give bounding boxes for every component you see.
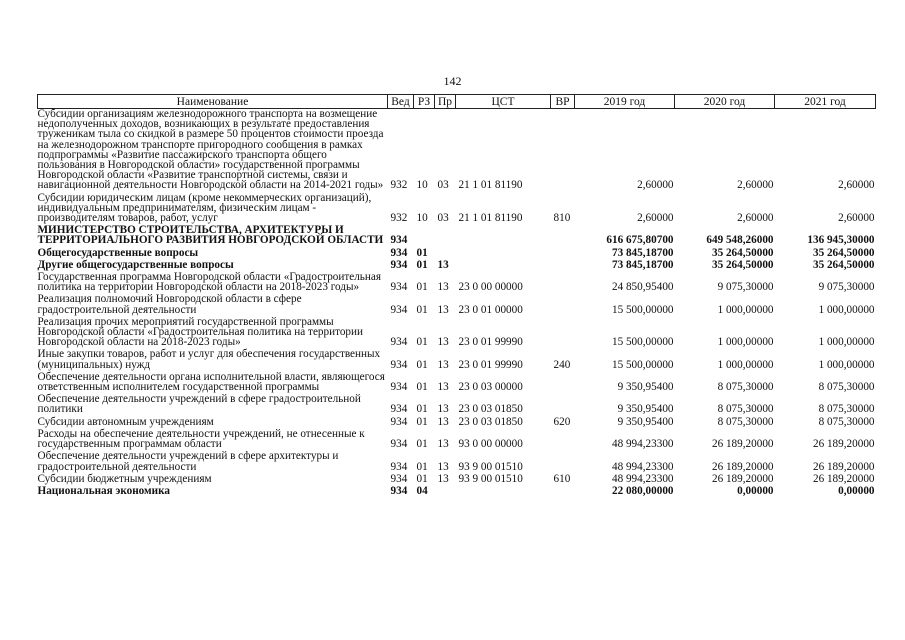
cell-2020: 2,60000 <box>737 212 774 225</box>
cell-rz <box>414 225 435 247</box>
cell-vr <box>551 394 575 416</box>
cell-pr: 13 <box>437 415 449 428</box>
cell-ved: 934 <box>390 381 408 394</box>
header-name: Наименование <box>38 95 388 109</box>
cell-cst: 23 0 03 00000 <box>458 381 523 394</box>
header-pr: Пр <box>435 95 456 109</box>
cell-2021: 26 189,20000 <box>812 460 875 473</box>
cell-pr <box>435 225 456 247</box>
cell-2019: 9 350,95400 <box>617 403 674 416</box>
cell-vr: 240 <box>553 358 571 371</box>
cell-2019: 73 845,18700 <box>611 246 674 259</box>
cell-ved: 934 <box>390 246 408 259</box>
cell-2019: 48 994,23300 <box>611 438 674 451</box>
cell-2020: 26 189,20000 <box>711 460 774 473</box>
table-header-row <box>38 95 876 109</box>
cell-cst: 23 0 01 00000 <box>458 303 523 316</box>
table-body <box>38 109 876 499</box>
cell-ved: 934 <box>390 234 408 247</box>
cell-pr: 13 <box>437 358 449 371</box>
cell-rz: 01 <box>416 358 428 371</box>
cell-2019: 616 675,80700 <box>606 234 674 247</box>
cell-pr: 13 <box>437 258 449 271</box>
cell-2019: 2,60000 <box>637 212 674 225</box>
cell-ved: 934 <box>390 358 408 371</box>
cell-vr <box>551 486 575 498</box>
cell-rz: 01 <box>416 460 428 473</box>
cell-rz: 10 <box>416 179 428 192</box>
cell-2019: 73 845,18700 <box>611 258 674 271</box>
table-row <box>38 372 876 394</box>
cell-cst <box>456 248 551 260</box>
cell-name: Национальная экономика <box>37 484 170 497</box>
cell-2021: 35 264,50000 <box>812 258 875 271</box>
cell-2020: 9 075,30000 <box>717 281 774 294</box>
cell-ved: 934 <box>390 484 408 497</box>
cell-vr <box>551 260 575 272</box>
cell-2020: 2,60000 <box>737 179 774 192</box>
cell-2019: 24 850,95400 <box>611 281 674 294</box>
page-number: 142 <box>443 74 462 88</box>
cell-2020: 8 075,30000 <box>717 403 774 416</box>
cell-pr: 13 <box>437 381 449 394</box>
cell-name: Субсидии юридическим лицам (кроме некоммерческих организаций), индивидуальным предпринимателям, физическим лицам - производителям товаров, работ, услуг <box>37 191 372 225</box>
cell-2021: 0,00000 <box>838 484 875 497</box>
cell-pr: 03 <box>437 212 449 225</box>
table-row <box>38 486 876 498</box>
cell-rz: 01 <box>416 381 428 394</box>
cell-name: Общегосударственные вопросы <box>37 246 199 259</box>
cell-rz: 01 <box>416 403 428 416</box>
table-row <box>38 451 876 473</box>
cell-pr: 13 <box>437 438 449 451</box>
cell-2021: 26 189,20000 <box>812 472 875 485</box>
cell-vr <box>551 272 575 294</box>
cell-2021: 2,60000 <box>838 179 875 192</box>
cell-ved: 934 <box>390 438 408 451</box>
cell-2020: 26 189,20000 <box>711 472 774 485</box>
cell-rz: 04 <box>416 484 428 497</box>
cell-pr <box>435 248 456 260</box>
cell-vr <box>551 109 575 193</box>
cell-2021: 8 075,30000 <box>818 403 875 416</box>
table-row <box>38 294 876 316</box>
cell-2021: 1 000,00000 <box>818 303 875 316</box>
cell-2021: 35 264,50000 <box>812 246 875 259</box>
cell-2019: 15 500,00000 <box>611 336 674 349</box>
table-row <box>38 272 876 294</box>
cell-2019: 22 080,00000 <box>611 484 674 497</box>
cell-vr <box>551 294 575 316</box>
cell-cst: 23 0 03 01850 <box>458 415 523 428</box>
cell-name: Субсидии автономным учреждениям <box>37 415 214 428</box>
cell-vr <box>551 248 575 260</box>
cell-name: Реализация прочих мероприятий государственной программы Новгородской области «Градостроительная политика на территории Новгородской области на 2018-2023 годы» <box>37 315 363 349</box>
cell-vr <box>551 429 575 451</box>
cell-name: Расходы на обеспечение деятельности учреждений, не отнесенные к государственным программам области <box>37 427 365 451</box>
cell-2021: 8 075,30000 <box>818 415 875 428</box>
cell-2020: 0,00000 <box>737 484 774 497</box>
header-2021: 2021 год <box>775 95 876 109</box>
header-rz: РЗ <box>414 95 435 109</box>
cell-name: МИНИСТЕРСТВО СТРОИТЕЛЬСТВА, АРХИТЕКТУРЫ И ТЕРРИТОРИАЛЬНОГО РАЗВИТИЯ НОВГОРОДСКОЙ ОБЛАСТИ <box>37 224 384 247</box>
cell-ved: 934 <box>390 281 408 294</box>
table-row <box>38 394 876 416</box>
cell-2020: 1 000,00000 <box>717 336 774 349</box>
cell-ved: 934 <box>390 303 408 316</box>
cell-2020: 8 075,30000 <box>717 415 774 428</box>
cell-pr: 13 <box>437 303 449 316</box>
table-row <box>38 429 876 451</box>
cell-cst <box>456 486 551 498</box>
cell-cst: 23 0 00 00000 <box>458 281 523 294</box>
cell-ved: 934 <box>390 258 408 271</box>
cell-ved: 934 <box>390 472 408 485</box>
cell-vr <box>551 372 575 394</box>
cell-name: Реализация полномочий Новгородской области в сфере градостроительной деятельности <box>37 293 302 316</box>
cell-2019: 48 994,23300 <box>611 460 674 473</box>
cell-vr: 610 <box>553 472 571 485</box>
cell-2019: 15 500,00000 <box>611 358 674 371</box>
table-row <box>38 225 876 247</box>
cell-cst: 93 9 00 01510 <box>458 472 523 485</box>
header-ved: Вед <box>388 95 414 109</box>
cell-pr: 13 <box>437 281 449 294</box>
cell-rz: 01 <box>416 415 428 428</box>
cell-cst: 21 1 01 81190 <box>458 179 523 192</box>
cell-name: Субсидии организациям железнодорожного транспорта на возмещение недополученных доходов, возникающих в результате предоставления труженикам тыла со скидкой в размере 50 процентов стоимости проезда на железнодорожном транспорте пригородного сообщения в рамках подпрограммы «Развитие пассажирского транспорта общего пользования в Новгородской области» государственной программы Новгородской области «Развитие транспортной системы, связи и навигационной деятельности Новгородской области на 2014-2021 годы» <box>37 108 384 192</box>
header-vr: ВР <box>551 95 575 109</box>
table-row <box>38 317 876 350</box>
cell-pr: 13 <box>437 472 449 485</box>
cell-name: Другие общегосударственные вопросы <box>37 258 234 271</box>
cell-pr: 13 <box>437 403 449 416</box>
cell-2021: 26 189,20000 <box>812 438 875 451</box>
table-row <box>38 109 876 193</box>
cell-name: Обеспечение деятельности органа исполнительной власти, являющегося ответственным исполнителем государственной программы <box>37 370 385 394</box>
cell-2020: 26 189,20000 <box>711 438 774 451</box>
cell-cst: 23 0 01 99990 <box>458 358 523 371</box>
cell-name: Иные закупки товаров, работ и услуг для обеспечения государственных (муниципальных) нужд <box>37 348 381 371</box>
cell-vr <box>551 317 575 350</box>
cell-2019: 48 994,23300 <box>611 472 674 485</box>
cell-pr: 03 <box>437 179 449 192</box>
cell-rz: 01 <box>416 438 428 451</box>
cell-cst: 23 0 03 01850 <box>458 403 523 416</box>
cell-2020: 649 548,26000 <box>706 234 774 247</box>
cell-name: Обеспечение деятельности учреждений в сфере градостроительной политики <box>37 393 361 416</box>
cell-rz: 01 <box>416 472 428 485</box>
cell-ved: 932 <box>390 179 408 192</box>
cell-2019: 9 350,95400 <box>617 381 674 394</box>
cell-2019: 9 350,95400 <box>617 415 674 428</box>
cell-cst <box>456 225 551 247</box>
cell-2021: 136 945,30000 <box>807 234 875 247</box>
cell-2021: 1 000,00000 <box>818 336 875 349</box>
cell-vr <box>551 225 575 247</box>
cell-name: Обеспечение деятельности учреждений в сфере архитектуры и градостроительной деятельности <box>37 450 339 473</box>
cell-name: Субсидии бюджетным учреждениям <box>37 472 212 485</box>
cell-2021: 1 000,00000 <box>818 358 875 371</box>
header-cst: ЦСТ <box>456 95 551 109</box>
cell-cst: 23 0 01 99990 <box>458 336 523 349</box>
cell-2020: 35 264,50000 <box>711 258 774 271</box>
cell-pr: 13 <box>437 336 449 349</box>
cell-rz: 01 <box>416 258 428 271</box>
cell-rz: 01 <box>416 303 428 316</box>
cell-2020: 1 000,00000 <box>717 358 774 371</box>
header-2019: 2019 год <box>575 95 675 109</box>
table-row <box>38 193 876 226</box>
cell-2021: 8 075,30000 <box>818 381 875 394</box>
cell-ved: 934 <box>390 415 408 428</box>
cell-2021: 2,60000 <box>838 212 875 225</box>
cell-vr <box>551 451 575 473</box>
cell-2020: 8 075,30000 <box>717 381 774 394</box>
cell-cst <box>456 260 551 272</box>
cell-cst: 93 0 00 00000 <box>458 438 523 451</box>
cell-2020: 35 264,50000 <box>711 246 774 259</box>
table-row <box>38 349 876 371</box>
cell-rz: 01 <box>416 281 428 294</box>
cell-2020: 1 000,00000 <box>717 303 774 316</box>
budget-table <box>37 94 876 498</box>
cell-2019: 2,60000 <box>637 179 674 192</box>
header-2020: 2020 год <box>675 95 775 109</box>
cell-pr <box>435 486 456 498</box>
cell-ved: 934 <box>390 460 408 473</box>
table-row <box>38 248 876 260</box>
cell-pr: 13 <box>437 460 449 473</box>
cell-name: Государственная программа Новгородской области «Градостроительная политика на территории Новгородской области на 2018-2023 годы» <box>37 271 382 294</box>
cell-cst: 21 1 01 81190 <box>458 212 523 225</box>
cell-ved: 934 <box>390 336 408 349</box>
cell-rz: 01 <box>416 336 428 349</box>
cell-ved: 932 <box>390 212 408 225</box>
cell-rz: 01 <box>416 246 428 259</box>
cell-rz: 10 <box>416 212 428 225</box>
cell-vr: 620 <box>553 415 571 428</box>
cell-2021: 9 075,30000 <box>818 281 875 294</box>
cell-cst: 93 9 00 01510 <box>458 460 523 473</box>
cell-ved: 934 <box>390 403 408 416</box>
cell-2019: 15 500,00000 <box>611 303 674 316</box>
cell-vr: 810 <box>553 212 571 225</box>
